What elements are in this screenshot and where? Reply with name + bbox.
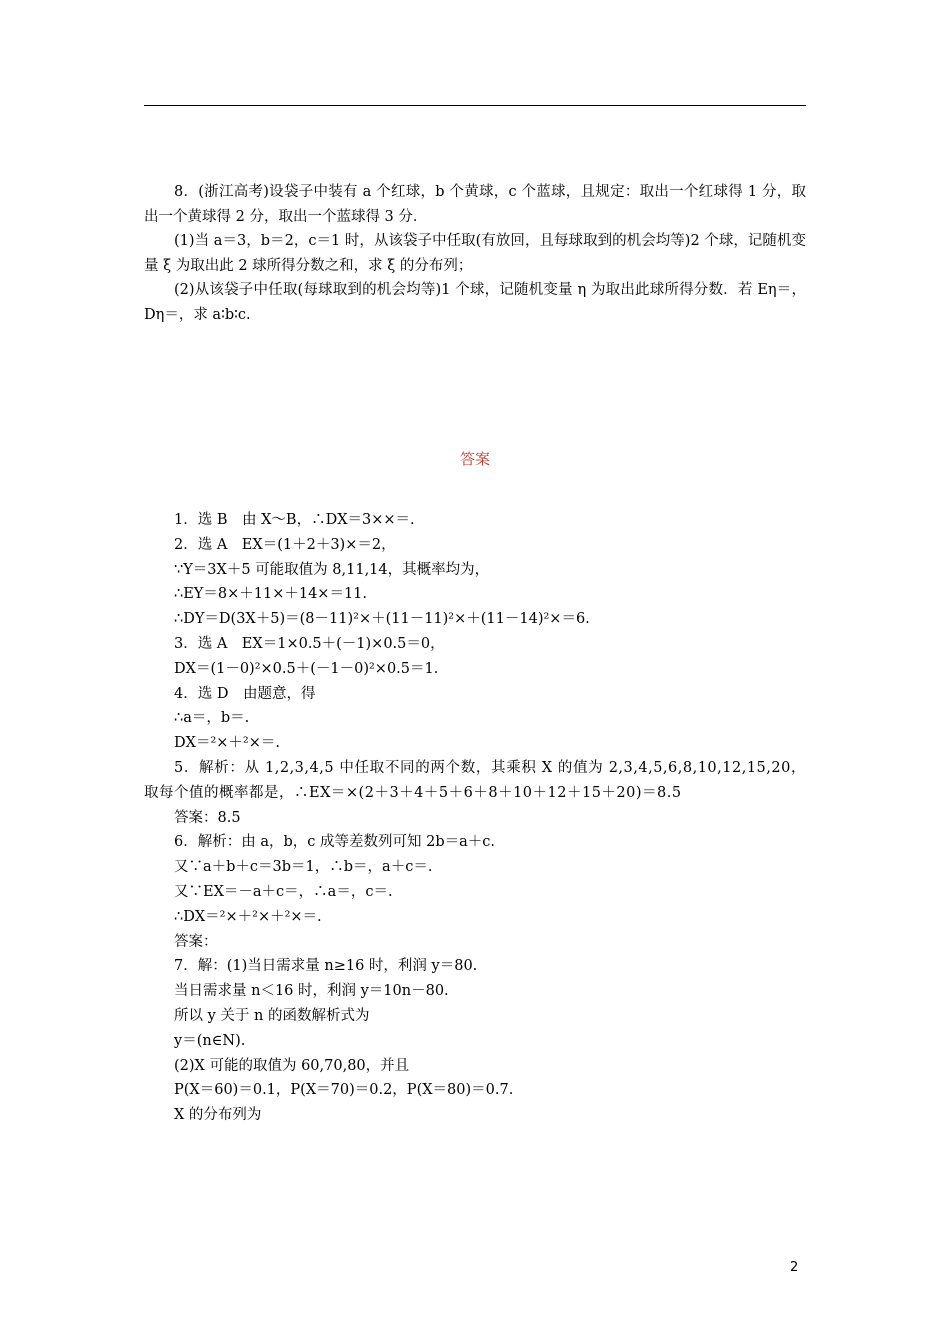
answer-line: DX＝(1－0)²×0.5＋(－1－0)²×0.5＝1. xyxy=(174,660,439,677)
answer-line: ∵Y＝3X＋5 可能取值为 8,11,14，其概率均为， xyxy=(174,561,490,578)
answer-line: ∴DX＝²×＋²×＋²×＝. xyxy=(174,908,322,925)
answer-line: 又∵a＋b＋c＝3b＝1，∴b＝，a＋c＝. xyxy=(174,859,433,876)
answer-line: 所以 y 关于 n 的函数解析式为 xyxy=(174,1007,370,1024)
answer-line: 2．选 A EX＝(1＋2＋3)×＝2， xyxy=(174,536,396,553)
answer-line: ∴EY＝8×＋11×＋14×＝11. xyxy=(174,586,368,603)
answer-line: 4．选 D 由题意，得 xyxy=(174,685,316,702)
answer-line: 当日需求量 n＜16 时，利润 y＝10n－80. xyxy=(174,983,449,1000)
answer-line: P(X＝60)＝0.1，P(X＝70)＝0.2，P(X＝80)＝0.7. xyxy=(174,1082,514,1099)
answer-line: (2)X 可能的取值为 60,70,80，并且 xyxy=(174,1057,410,1074)
answer-line: DX＝²×＋²×＝. xyxy=(174,735,280,752)
page-number: 2 xyxy=(790,1260,799,1275)
answer-heading: 答案 xyxy=(459,450,490,468)
answer-5-paragraph: 5．解析：从 1,2,3,4,5 中任取不同的两个数，其乘积 X 的值为 2,3,4,5,6,8,10,12,15,20，取每个值的概率都是，∴EX＝×(2＋3＋4＋5＋6＋8＋10＋12＋15＋20)＝8.5 xyxy=(144,759,806,801)
problem-8-part-1: (1)当 a＝3，b＝2，c＝1 时，从该袋子中任取(有放回，且每球取到的机会均等)2 个球，记随机变量 ξ 为取出此 2 球所得分数之和，求 ξ 的分布列； xyxy=(144,233,806,274)
answer-line: 7．解：(1)当日需求量 n≥16 时，利润 y＝80. xyxy=(174,958,478,975)
answer-line: 答案：8.5 xyxy=(174,809,241,826)
answer-line: ∴a＝，b＝. xyxy=(174,710,250,727)
answers-section xyxy=(144,508,806,1128)
answer-line: X 的分布列为 xyxy=(174,1107,262,1124)
header-rule xyxy=(144,105,806,106)
problem-8-part-2: (2)从该袋子中任取(每球取到的机会均等)1 个球，记随机变量 η 为取出此球所得分数．若 Eη＝，Dη＝，求 a∶b∶c. xyxy=(144,282,806,323)
problem-8-stem: 8．(浙江高考)设袋子中装有 a 个红球，b 个黄球，c 个蓝球，且规定：取出一个红球得 1 分，取出一个黄球得 2 分，取出一个蓝球得 3 分． xyxy=(144,184,806,225)
answer-line: 又∵EX＝－a＋c＝，∴a＝，c＝. xyxy=(174,883,393,900)
answer-line: y＝(n∈N). xyxy=(174,1032,246,1049)
answer-line: 答案： xyxy=(174,933,218,950)
answer-line: ∴DY＝D(3X＋5)＝(8－11)²×＋(11－11)²×＋(11－14)²×＝6. xyxy=(174,611,590,628)
answer-line: 1．选 B 由 X～B，∴DX＝3××＝. xyxy=(174,512,415,528)
answer-line: 6．解析：由 a，b，c 成等差数列可知 2b＝a＋c. xyxy=(174,834,495,851)
answer-line: 3．选 A EX＝1×0.5＋(－1)×0.5＝0， xyxy=(174,635,445,652)
problem-8 xyxy=(144,180,806,327)
